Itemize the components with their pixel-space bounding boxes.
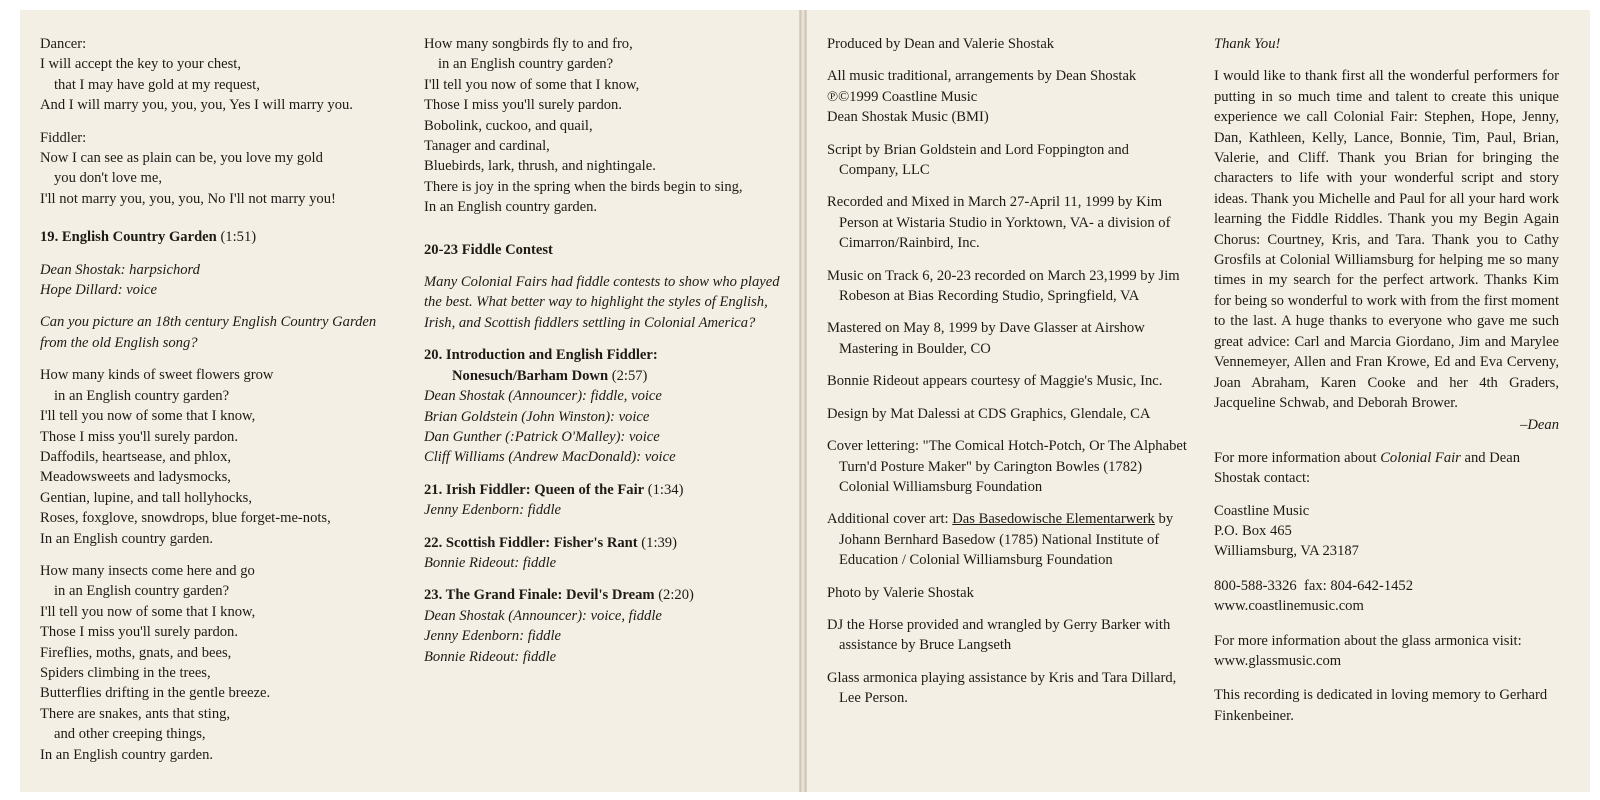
lyric-line: I'll not marry you, you, you, No I'll not marry you! (40, 190, 336, 207)
phone-web (1214, 576, 1559, 617)
lyric-line: And I will marry you, you, you, Yes I will marry you. (40, 97, 353, 114)
credit-line: Jenny Edenborn: fiddle (424, 628, 561, 645)
credit-additional-cover-art (827, 509, 1187, 570)
lyric-line: Butterflies drifting in the gentle breeze. (40, 685, 271, 702)
track-title: 23. The Grand Finale: Devil's Dream (424, 587, 655, 604)
lyric-line: There are snakes, ants that sting, (40, 705, 231, 722)
glass-url[interactable]: www.glassmusic.com (1214, 652, 1342, 669)
addl-rest: by Johann Bernhard Basedow (1785) National Institute of Education / Colonial Williamsburg Foundation (839, 511, 1174, 569)
track-time: (1:39) (641, 534, 677, 551)
signoff: –Dean (1520, 417, 1559, 434)
credit-script: Script by Brian Goldstein and Lord Foppington and Company, LLC (827, 141, 1129, 179)
credit-cover-lettering: Cover lettering: "The Comical Hotch-Potch, Or The Alphabet Turn'd Posture Maker" by Carington Bowles (1782) Colonial Williamsburg Foundation (827, 438, 1187, 495)
lyric-line: in an English country garden? (54, 583, 230, 600)
track-19-intro (40, 312, 400, 353)
track-time: (2:20) (658, 587, 694, 604)
lyric-line: that I may have gold at my request, (54, 76, 260, 93)
lyric-line: Bobolink, cuckoo, and quail, (424, 117, 593, 134)
lyric-line: Bluebirds, lark, thrush, and nightingale. (424, 158, 656, 175)
lyric-line: you don't love me, (54, 170, 163, 187)
intro-line: the best. What better way to highlight the styles of English, (424, 294, 768, 311)
dancer-label: Dancer: (40, 36, 87, 52)
credit-track6: Music on Track 6, 20-23 recorded on March 23,1999 by Jim Robeson at Bias Recording Studio, Springfield, VA (827, 267, 1180, 305)
contest-intro (424, 272, 796, 333)
intro-line: Irish, and Scottish fiddlers settling in Colonial America? (424, 314, 756, 331)
lyric-line: in an English country garden? (54, 387, 230, 404)
lyric-line: Daffodils, heartsease, and phlox, (40, 448, 232, 465)
verse-songbirds (424, 34, 796, 218)
lyric-line: In an English country garden. (40, 746, 214, 763)
lyric-line: and other creeping things, (54, 726, 206, 743)
address-line: Coastline Music (1214, 502, 1310, 519)
credit-line: Bonnie Rideout: fiddle (424, 554, 557, 571)
credit-design: Design by Mat Dalessi at CDS Graphics, Glendale, CA (827, 405, 1151, 422)
glass-info-text: For more information about the glass armonica visit: (1214, 632, 1522, 649)
intro-line: Many Colonial Fairs had fiddle contests to show who played (424, 274, 780, 291)
track-21 (424, 480, 796, 521)
track-19-credits (40, 260, 400, 301)
track-19-heading (40, 227, 400, 247)
verse-flowers (40, 365, 400, 549)
lyric-line: In an English country garden. (40, 530, 214, 547)
column-3-credits (827, 34, 1187, 721)
left-page (20, 10, 800, 792)
track-time: (1:34) (647, 481, 684, 498)
credit-text: Dean Shostak Music (BMI) (827, 109, 989, 126)
credit-line: Jenny Edenborn: fiddle (424, 502, 561, 519)
lyric-line: in an English country garden? (438, 56, 614, 73)
credit-bonnie: Bonnie Rideout appears courtesy of Maggie's Music, Inc. (827, 373, 1163, 390)
lyric-line: I'll tell you now of some that I know, (424, 76, 640, 93)
verse-insects (40, 561, 400, 765)
lyric-line: Those I miss you'll surely pardon. (40, 428, 238, 445)
lyric-line: How many songbirds fly to and fro, (424, 36, 633, 52)
lyric-line: Roses, foxglove, snowdrops, blue forget-me-nots, (40, 510, 331, 527)
credit-line: Bonnie Rideout: fiddle (424, 648, 557, 665)
address (1214, 501, 1559, 562)
track-title: 20. Introduction and English Fiddler: (424, 347, 658, 364)
intro-line: from the old English song? (40, 334, 198, 351)
fiddler-label: Fiddler: (40, 129, 87, 146)
column-4-thanks (1214, 34, 1559, 738)
lyric-line: In an English country garden. (424, 199, 598, 216)
addl-title: Das Basedowische Elementarwerk (952, 511, 1155, 528)
contest-heading (424, 240, 796, 260)
info-suffix: and Dean Shostak contact: (1214, 449, 1521, 487)
column-2 (424, 34, 796, 679)
credit-dj: DJ the Horse provided and wrangled by Gerry Barker with assistance by Bruce Langseth (827, 616, 1171, 654)
credit-glass: Glass armonica playing assistance by Kris and Tara Dillard, Lee Person. (827, 669, 1177, 707)
info-prefix: For more information about (1214, 449, 1377, 466)
intro-line: Can you picture an 18th century English Country Garden (40, 314, 377, 331)
address-line: P.O. Box 465 (1214, 522, 1292, 539)
lyric-line: How many insects come here and go (40, 562, 255, 579)
credit-mastered: Mastered on May 8, 1999 by Dave Glasser at Airshow Mastering in Boulder, CO (827, 320, 1145, 357)
track-time: (1:51) (220, 229, 257, 246)
info-title: Colonial Fair (1380, 449, 1461, 466)
lyric-line: Gentian, lupine, and tall hollyhocks, (40, 489, 252, 506)
glass-info (1214, 631, 1559, 672)
credit-produced (827, 34, 1187, 54)
lyric-line: I'll tell you now of some that I know, (40, 408, 256, 425)
addl-prefix: Additional cover art: (827, 511, 949, 528)
lyric-line: Now I can see as plain can be, you love my gold (40, 150, 323, 167)
dedication: This recording is dedicated in loving memory to Gerhard Finkenbeiner. (1214, 687, 1548, 724)
lyric-line: How many kinds of sweet flowers grow (40, 367, 274, 384)
address-line: Williamsburg, VA 23187 (1214, 543, 1359, 560)
track-time: (2:57) (611, 367, 648, 384)
contact-info (1214, 448, 1559, 489)
lyric-line: Those I miss you'll surely pardon. (424, 97, 622, 114)
lyric-line: Meadowsweets and ladysmocks, (40, 469, 231, 486)
right-page (806, 10, 1590, 792)
credit-line: Dan Gunther (:Patrick O'Malley): voice (424, 428, 660, 445)
track-title: 21. Irish Fiddler: Queen of the Fair (424, 481, 645, 498)
lyric-line: Fireflies, moths, gnats, and bees, (40, 644, 232, 661)
credit-text: Produced by Dean and Valerie Shostak (827, 36, 1055, 52)
credit-line: Dean Shostak (Announcer): fiddle, voice (424, 388, 662, 405)
track-22 (424, 533, 796, 574)
lyric-line: I will accept the key to your chest, (40, 56, 241, 73)
thanks-title: Thank You! (1214, 36, 1281, 52)
track-title: 19. English Country Garden (40, 229, 217, 246)
credit-photo: Photo by Valerie Shostak (827, 584, 974, 601)
lyric-line: Tanager and cardinal, (424, 138, 550, 155)
track-23 (424, 585, 796, 667)
column-1 (40, 34, 400, 777)
thanks-body: I would like to thank first all the wonderful performers for putting in so much time and talent to create this unique experience we call Colonial Fair: Stephen, Hope, Jenny, Dan, Kathleen, Kelly, Lance, Bonnie, Tim, Paul, Brian, Valerie, and Cliff. Thank you Brian for bringing the characters to life with your wonderful script and story ideas. Thank you Michelle and Paul for all your hard work learning the Fiddle Riddles. Thank you my Begin Again Chorus: Courtney, Kris, and Tara. Thank you to Cathy Grosfils at Colonial Williamsburg for helping me so many times in my search for the perfect artwork. Thanks Kim for being so wonderful to work with from the first moment to the last. A huge thanks to everyone who gave me such great advice: Carl and Marcia Giordano, Jim and Marylee Vennemeyer, Allen and Fran Krowe, Ed and Eva Cerveny, Joan Abraham, Karen Cooke and her 4th Graders, Jacqueline Schwab, and Deborah Brower. (1214, 68, 1559, 411)
credit-text: All music traditional, arrangements by Dean Shostak (827, 68, 1137, 85)
lyric-line: Those I miss you'll surely pardon. (40, 624, 238, 641)
credit-line: Dean Shostak (Announcer): voice, fiddle (424, 607, 662, 624)
credit-music (827, 66, 1187, 127)
dancer-verse (40, 34, 400, 116)
credit-recorded: Recorded and Mixed in March 27-April 11, 1999 by Kim Person at Wistaria Studio in Yorktown, VA- a division of Cimarron/Rainbird, Inc. (827, 194, 1171, 252)
track-title: 22. Scottish Fiddler: Fisher's Rant (424, 534, 638, 551)
section-title: 20-23 Fiddle Contest (424, 241, 553, 258)
credit-text: ℗©1999 Coastline Music (827, 88, 978, 105)
lyric-line: Spiders climbing in the trees, (40, 664, 211, 681)
track-20 (424, 345, 796, 467)
coastline-url[interactable]: www.coastlinemusic.com (1214, 598, 1364, 615)
credit-line: Brian Goldstein (John Winston): voice (424, 408, 650, 425)
fiddler-verse (40, 128, 400, 210)
lyric-line: I'll tell you now of some that I know, (40, 603, 256, 620)
track-subtitle: Nonesuch/Barham Down (452, 367, 609, 384)
credit-line: Dean Shostak: harpsichord (40, 261, 200, 278)
phone-text: 800-588-3326 fax: 804-642-1452 (1214, 577, 1414, 594)
credit-line: Hope Dillard: voice (40, 282, 157, 299)
credit-line: Cliff Williams (Andrew MacDonald): voice (424, 449, 676, 466)
lyric-line: There is joy in the spring when the birds begin to sing, (424, 178, 743, 195)
